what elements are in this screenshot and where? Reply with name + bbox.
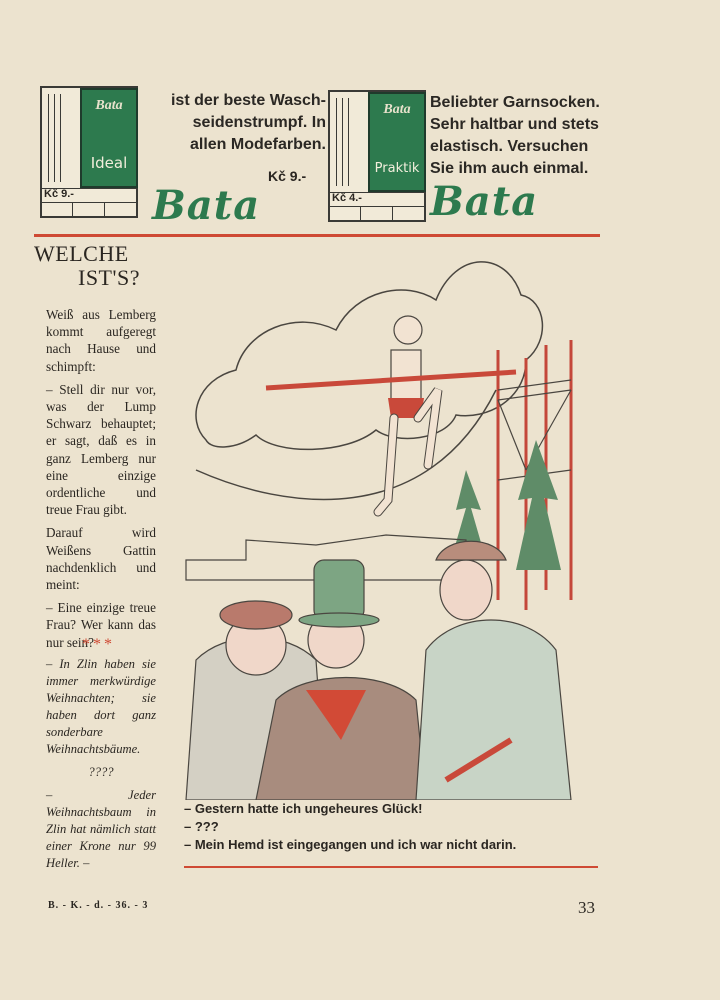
caption-line: – Gestern hatte ich ungeheures Glück! <box>184 801 423 816</box>
cartoon-illustration <box>166 240 606 800</box>
ad-praktik-label <box>368 92 426 192</box>
ad-praktik-product: Praktik <box>374 161 420 176</box>
ad-praktik-box <box>328 90 426 222</box>
page-number: 33 <box>578 898 595 917</box>
caption-line: – Mein Hemd ist eingegangen und ich war nicht darin. <box>184 837 517 852</box>
ad-ideal-divider <box>104 202 105 216</box>
cloud <box>196 262 542 450</box>
ad-ideal-price: Kč 9.- <box>268 168 307 184</box>
cartoon-caption <box>184 800 604 854</box>
joke-paragraph: – Stell dir nur vor, was der Lump Schwarz behauptet; er sagt, daß es in ganz Lemberg nur eine einzige ordentliche und treue Frau gibt. <box>46 381 156 518</box>
ad-praktik-divider <box>360 206 361 220</box>
ad-praktik-stripe <box>348 98 349 186</box>
bottom-rule <box>184 866 598 868</box>
ad-ideal-brand: Bata <box>95 98 123 113</box>
heading-line: WELCHE <box>34 241 129 266</box>
ad-ideal-line: ist der beste Wasch- <box>170 92 326 109</box>
ad-praktik-box-price: Kč 4.- <box>332 192 362 204</box>
ad-ideal-text <box>146 90 326 156</box>
ad-ideal-line: allen Modefarben. <box>189 136 326 153</box>
joke-2-text <box>46 656 156 878</box>
ad-praktik-divider <box>392 206 393 220</box>
top-rule <box>34 234 600 237</box>
joke-paragraph: – Jeder Weihnachtsbaum in Zlin hat nämlich statt einer Krone nur 99 Heller. – <box>46 788 156 870</box>
print-code: B. - K. - d. - 36. - 3 <box>48 900 149 911</box>
ad-ideal-product: Ideal <box>90 154 128 172</box>
ad-praktik-divider <box>330 206 424 207</box>
bata-logo: Bata <box>152 182 261 229</box>
ad-praktik-text <box>430 92 620 180</box>
ad-praktik-line: Sehr haltbar und stets <box>430 116 599 133</box>
ad-ideal-stripe <box>54 94 55 182</box>
ad-praktik-line: Beliebter Garnsocken. <box>430 94 600 111</box>
ad-ideal-divider <box>42 202 136 203</box>
ad-praktik-line: Sie ihm auch einmal. <box>430 160 589 177</box>
ad-ideal-label <box>80 88 138 188</box>
ad-praktik-stripe <box>342 98 343 186</box>
ad-ideal-stripe <box>48 94 49 182</box>
joke-paragraph: Darauf wird Weißens Gattin nachdenklich und meint: <box>46 525 156 593</box>
ad-ideal-line: seidenstrumpf. In <box>192 114 326 131</box>
joke-1-text <box>46 306 156 657</box>
heading-line: IST'S? <box>78 265 140 290</box>
ad-praktik-brand: Bata <box>383 102 411 117</box>
ad-ideal-divider <box>72 202 73 216</box>
joke-paragraph: – In Zlin haben sie immer merkwürdige Weihnachten; sie haben dort ganz sonderbare Weihnachtsbäume. <box>46 657 156 756</box>
section-stars: *** <box>82 636 115 653</box>
joke-paragraph: – Eine einzige treue Frau? Wer kann das nur sein? <box>46 600 156 650</box>
bata-logo: Bata <box>430 178 539 225</box>
joke-paragraph: Weiß aus Lemberg kommt aufgeregt nach Hause und schimpft: <box>46 307 156 374</box>
ad-ideal-box <box>40 86 138 218</box>
ad-ideal-stripe <box>60 94 61 182</box>
ad-praktik-line: elastisch. Versuchen <box>430 138 589 155</box>
ad-ideal-box-price: Kč 9.- <box>44 188 74 200</box>
tree <box>516 440 561 570</box>
joke-paragraph: ???? <box>88 765 114 779</box>
ad-praktik-stripe <box>336 98 337 186</box>
joke-heading <box>34 242 174 290</box>
caption-line: – ??? <box>184 819 219 834</box>
